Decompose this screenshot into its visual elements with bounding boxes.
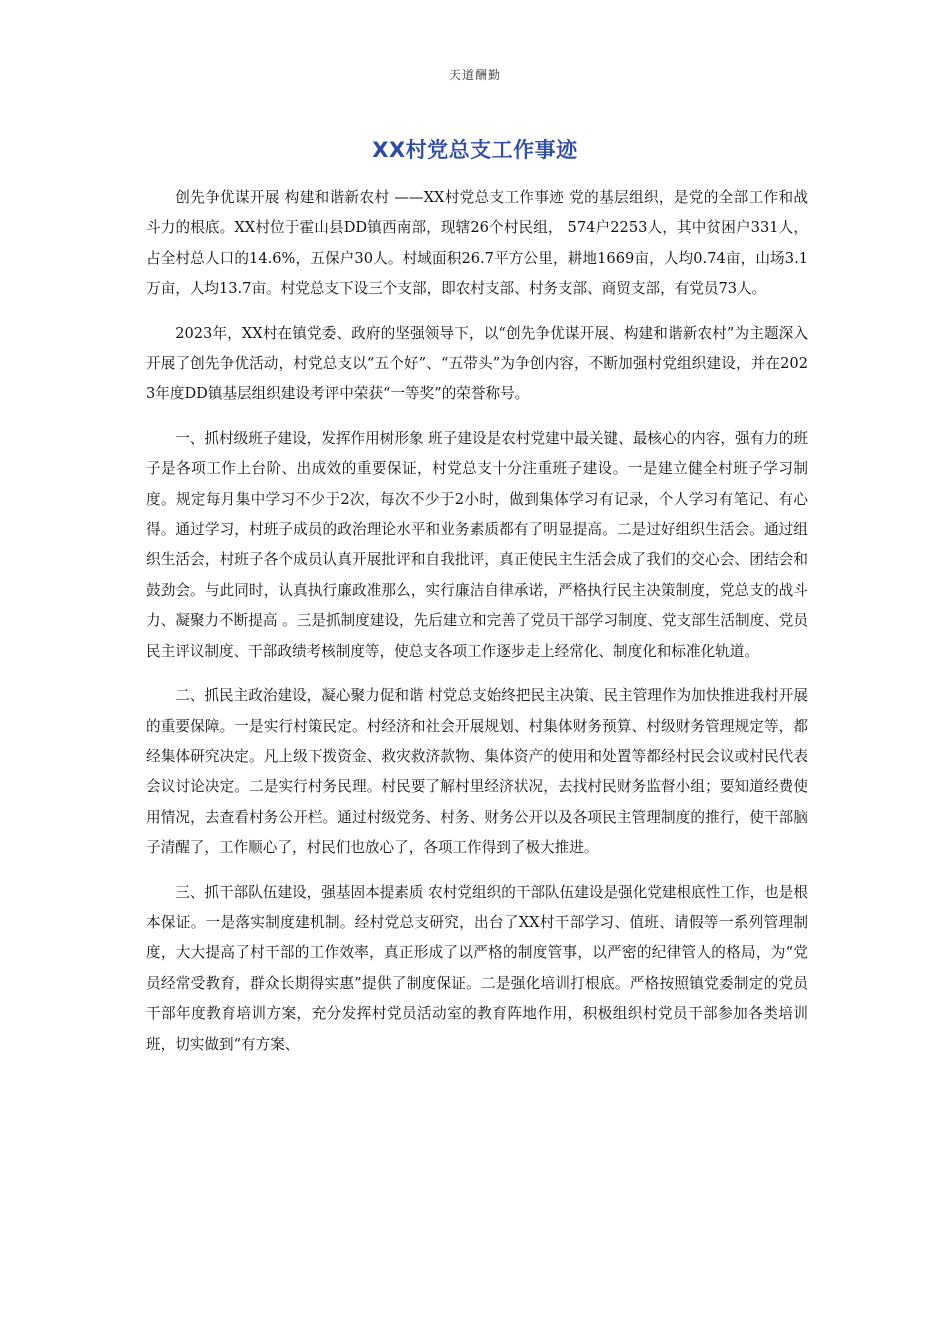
- paragraph-democratic-politics: 二、抓民主政治建设，凝心聚力促和谐 村党总支始终把民主决策、民主管理作为加快推进我村开展的重要保障。一是实行村策民定。村经济和社会开展规划、村集体财务预算、村级财务管理规定等，都经集体研究决定。凡上级下拨资金、救灾救济款物、集体资产的使用和处置等都经村民会议或村民代表会议讨论决定。二是实行村务民理。村民要了解村里经济状况，去找村民财务监督小组；要知道经费使用情况，去查看村务公开栏。通过村级党务、村务、财务公开以及各项民主管理制度的推行，使干部脑子清醒了，工作顺心了，村民们也放心了，各项工作得到了极大推进。: [146, 687, 808, 857]
- paragraph-2023-overview: 2023年，XX村在镇党委、政府的坚强领导下，以“创先争优谋开展、构建和谐新农村”为主题深入开展了创先争优活动，村党总支以“五个好”、“五带头”为争创内容，不断加强村党组织建设，并在2023年度DD镇基层组织建设考评中荣获“一等奖”的荣誉称号。: [146, 324, 808, 403]
- document-title: XX村党总支工作事迹: [372, 138, 578, 162]
- paragraph-intro: 创先争优谋开展 构建和谐新农村 ——XX村党总支工作事迹 党的基层组织，是党的全部工作和战斗力的根底。XX村位于霍山县DD镇西南部，现辖26个村民组， 574户2253人，其中贫困户331人，占全村总人口的14.6%，五保户30人。村域面积26.7平方公里，耕地1669亩，人均0.74亩，山场3.1万亩，人均13.7亩。村党总支下设三个支部，即农村支部、村务支部、商贸支部，有党员73人。: [146, 189, 808, 298]
- paragraph-team-building: 一、抓村级班子建设，发挥作用树形象 班子建设是农村党建中最关键、最核心的内容，强有力的班子是各项工作上台阶、出成效的重要保证，村党总支十分注重班子建设。一是建立健全村班子学习制度。规定每月集中学习不少于2次，每次不少于2小时，做到集体学习有记录，个人学习有笔记、有心得。通过学习，村班子成员的政治理论水平和业务素质都有了明显提高。二是过好组织生活会。通过组织生活会，村班子各个成员认真开展批评和自我批评，真正使民主生活会成了我们的交心会、团结会和鼓劲会。与此同时，认真执行廉政准那么，实行廉洁自律承诺，严格执行民主决策制度，党总支的战斗力、凝聚力不断提高 。三是抓制度建设，先后建立和完善了党员干部学习制度、党支部生活制度、党员民主评议制度、干部政绩考核制度等，使总支各项工作逐步走上经常化、制度化和标准化轨道。: [146, 429, 808, 660]
- paragraph-cadre-building: 三、抓干部队伍建设，强基固本提素质 农村党组织的干部队伍建设是强化党建根底性工作，也是根本保证。一是落实制度建机制。经村党总支研究，出台了XX村干部学习、值班、请假等一系列管理制度，大大提高了村干部的工作效率，真正形成了以严格的制度管事，以严密的纪律管人的格局，为“党员经常受教育，群众长期得实惠”提供了制度保证。二是强化培训打根底。严格按照镇党委制定的党员干部年度教育培训方案，充分发挥村党员活动室的教育阵地作用，积极组织村党员干部参加各类培训班，切实做到“有方案、: [146, 883, 808, 1053]
- document-body: [146, 183, 808, 1074]
- running-header: 天道酬勤: [448, 68, 501, 82]
